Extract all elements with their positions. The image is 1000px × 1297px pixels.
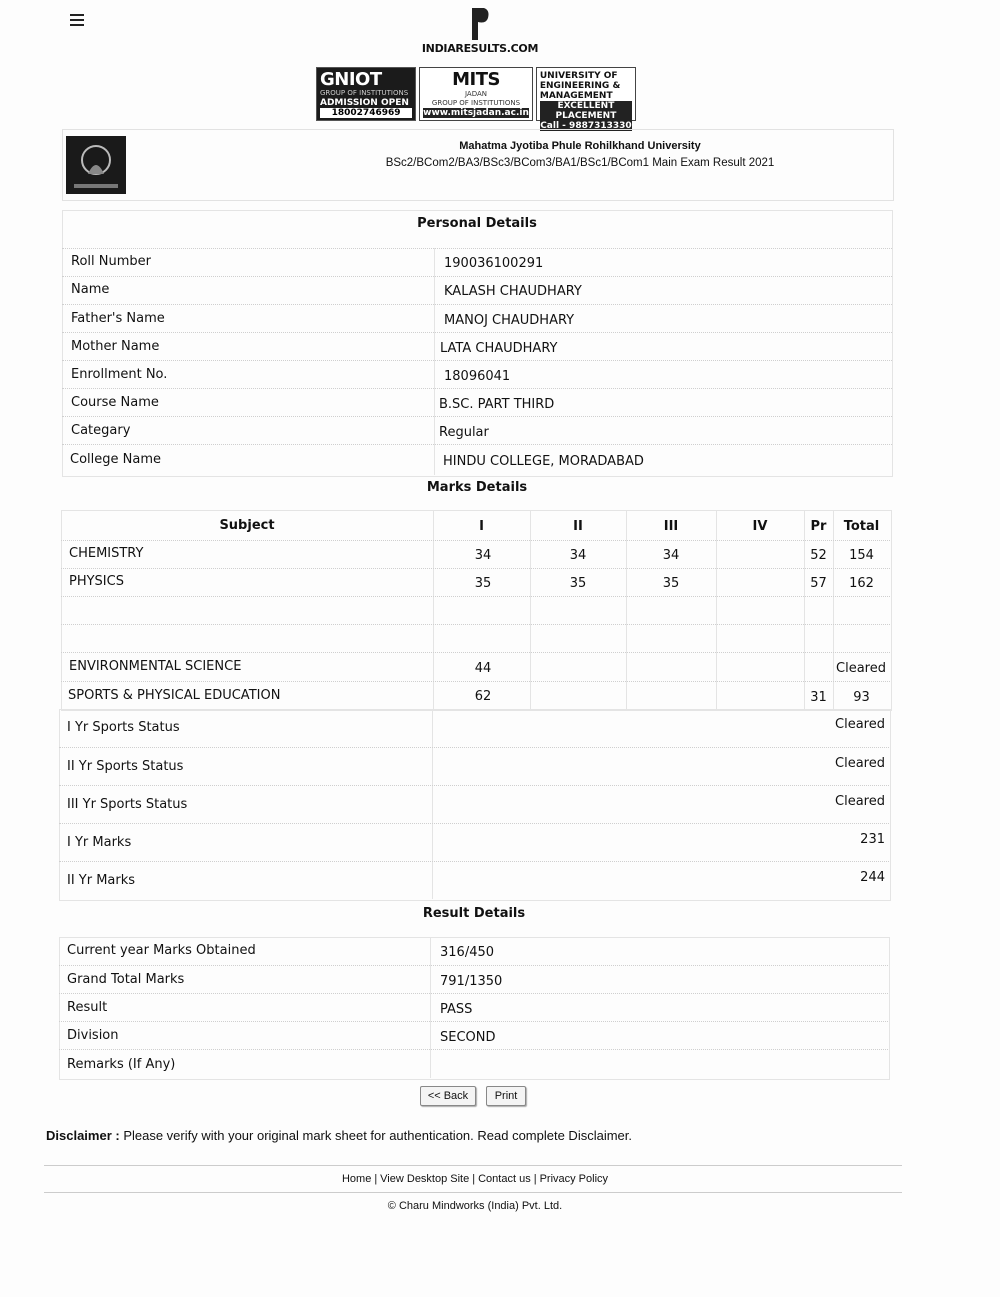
total-mark: 154 (849, 548, 874, 563)
row-label: Roll Number (71, 254, 151, 269)
marks-details-title: Marks Details (426, 480, 528, 495)
result-label: Division (67, 1028, 119, 1043)
ad-brand: GNIOT (320, 69, 382, 90)
subject-name: PHYSICS (69, 574, 124, 589)
subject-row (61, 624, 890, 652)
row-label: Father's Name (71, 311, 165, 326)
header-subject: Subject (219, 518, 275, 533)
ad-gniot[interactable] (316, 67, 416, 121)
subject-name: SPORTS & PHYSICAL EDUCATION (68, 688, 281, 703)
result-row (59, 1049, 888, 1078)
disclaimer (46, 1128, 632, 1143)
ad-line: GROUP OF INSTITUTIONS (431, 99, 521, 107)
ad-banner-row (316, 67, 636, 131)
link-separator: | (533, 1173, 537, 1185)
marks-header-row (61, 512, 890, 542)
result-value: 791/1350 (440, 974, 503, 989)
table-row (62, 360, 892, 388)
status-value: Cleared (835, 717, 885, 732)
row-value: KALASH CHAUDHARY (444, 284, 582, 299)
hamburger-menu-icon[interactable] (70, 14, 84, 26)
header-total: Total (843, 519, 880, 534)
practical-mark: 52 (810, 548, 827, 563)
link-separator: | (374, 1173, 378, 1185)
table-row (62, 248, 892, 276)
status-value: Cleared (835, 756, 885, 771)
ad-phone: Call - 9887313330 (540, 121, 632, 131)
status-value: Cleared (835, 794, 885, 809)
ad-phone: 18002746969 (320, 108, 412, 118)
footer-divider (44, 1192, 902, 1193)
status-row (59, 747, 889, 785)
ad-mits[interactable] (419, 67, 533, 121)
row-value: 18096041 (444, 369, 511, 384)
back-button[interactable]: << Back (420, 1086, 476, 1106)
status-row (59, 823, 889, 861)
header-practical: Pr (810, 519, 827, 534)
result-details-title: Result Details (422, 906, 526, 921)
row-label: Mother Name (71, 339, 160, 354)
practical-mark: 57 (810, 576, 827, 591)
footer-divider (44, 1165, 902, 1166)
row-value: 190036100291 (444, 256, 544, 271)
result-label: Result (67, 1000, 108, 1015)
personal-details-title: Personal Details (417, 216, 537, 231)
result-row (59, 1021, 888, 1049)
footer-links (320, 1173, 630, 1185)
footer-link-home[interactable]: Home (341, 1173, 372, 1185)
paper-1-mark: 44 (474, 661, 492, 676)
status-row (59, 785, 889, 823)
disclaimer-label: Disclaimer : (46, 1128, 120, 1143)
total-mark: Cleared (836, 661, 886, 676)
university-name: Mahatma Jyotiba Phule Rohilkhand University (459, 140, 701, 152)
subject-row (61, 681, 890, 709)
subject-row (61, 568, 890, 596)
row-label: Course Name (71, 395, 159, 410)
site-logo-text[interactable]: INDIARESULTS.COM (421, 42, 539, 55)
header-paper-3: III (663, 519, 679, 534)
result-row (59, 993, 888, 1021)
row-value: Regular (439, 425, 489, 440)
subject-name: CHEMISTRY (69, 546, 144, 561)
row-label: Categary (71, 423, 131, 438)
ad-brand: MITS (452, 69, 500, 90)
table-row (62, 388, 892, 416)
practical-mark: 31 (810, 690, 827, 705)
exam-title: BSc2/BCom2/BA3/BSc3/BCom3/BA1/BSc1/BCom1 Main Exam Result 2021 (385, 157, 775, 169)
row-value: HINDU COLLEGE, MORADABAD (443, 454, 644, 469)
paper-1-mark: 62 (474, 689, 492, 704)
footer-link-contact[interactable]: Contact us (478, 1173, 531, 1185)
status-label: II Yr Sports Status (67, 759, 184, 774)
row-value: MANOJ CHAUDHARY (444, 313, 575, 328)
footer-link-desktop-site[interactable]: View Desktop Site (380, 1173, 470, 1185)
ad-sub: GROUP OF INSTITUTIONS (320, 89, 409, 98)
subject-row (61, 596, 890, 624)
table-row (62, 416, 892, 444)
header-paper-2: II (573, 519, 583, 534)
status-label: III Yr Sports Status (67, 797, 188, 812)
link-separator: | (472, 1173, 476, 1185)
ad-sub: JADAN (464, 90, 488, 98)
subject-row (61, 540, 890, 568)
total-mark: 162 (849, 576, 874, 591)
result-row (59, 937, 888, 965)
status-value: 244 (860, 870, 885, 885)
subject-name: ENVIRONMENTAL SCIENCE (69, 659, 242, 674)
result-label: Remarks (If Any) (67, 1057, 176, 1072)
paper-1-mark: 35 (474, 576, 492, 591)
row-label: Enrollment No. (71, 367, 168, 382)
table-row (62, 276, 892, 304)
footer-link-privacy[interactable]: Privacy Policy (539, 1173, 609, 1185)
paper-1-mark: 34 (474, 548, 492, 563)
header-paper-1: I (479, 519, 484, 534)
result-value: PASS (440, 1002, 473, 1017)
ad-line: EXCELLENT PLACEMENT (540, 101, 632, 121)
table-row (62, 444, 892, 475)
status-label: I Yr Marks (67, 835, 132, 850)
paper-2-mark: 35 (569, 576, 587, 591)
status-label: I Yr Sports Status (67, 720, 180, 735)
paper-2-mark: 34 (569, 548, 587, 563)
table-row (62, 332, 892, 360)
indiaresults-logo-icon (466, 6, 492, 42)
result-label: Current year Marks Obtained (67, 943, 256, 958)
ad-line: ADMISSION OPEN (320, 97, 409, 108)
paper-3-mark: 34 (662, 548, 680, 563)
header-paper-4: IV (752, 519, 768, 534)
status-row (59, 861, 889, 899)
disclaimer-text[interactable]: Please verify with your original mark sheet for authentication. Read complete Disclaimer. (119, 1128, 632, 1143)
status-value: 231 (860, 832, 885, 847)
print-button[interactable]: Print (486, 1086, 526, 1106)
status-row (59, 709, 889, 747)
subject-row (61, 652, 890, 681)
row-value: B.SC. PART THIRD (439, 397, 555, 412)
table-row (62, 304, 892, 332)
copyright: © Charu Mindworks (India) Pvt. Ltd. (387, 1200, 563, 1212)
ad-brand: UNIVERSITY OF ENGINEERING & MANAGEMENT (539, 71, 621, 101)
result-label: Grand Total Marks (67, 972, 185, 987)
row-label: College Name (70, 452, 161, 467)
row-label: Name (71, 282, 110, 297)
row-value: LATA CHAUDHARY (440, 341, 558, 356)
status-label: II Yr Marks (67, 873, 136, 888)
paper-3-mark: 35 (662, 576, 680, 591)
result-value: 316/450 (440, 945, 495, 960)
ad-phone: www.mitsjadan.ac.in (423, 108, 529, 118)
total-mark: 93 (853, 690, 870, 705)
ad-uem[interactable] (536, 67, 636, 131)
university-emblem-icon (66, 136, 126, 194)
result-value: SECOND (440, 1030, 496, 1045)
result-row (59, 965, 888, 993)
